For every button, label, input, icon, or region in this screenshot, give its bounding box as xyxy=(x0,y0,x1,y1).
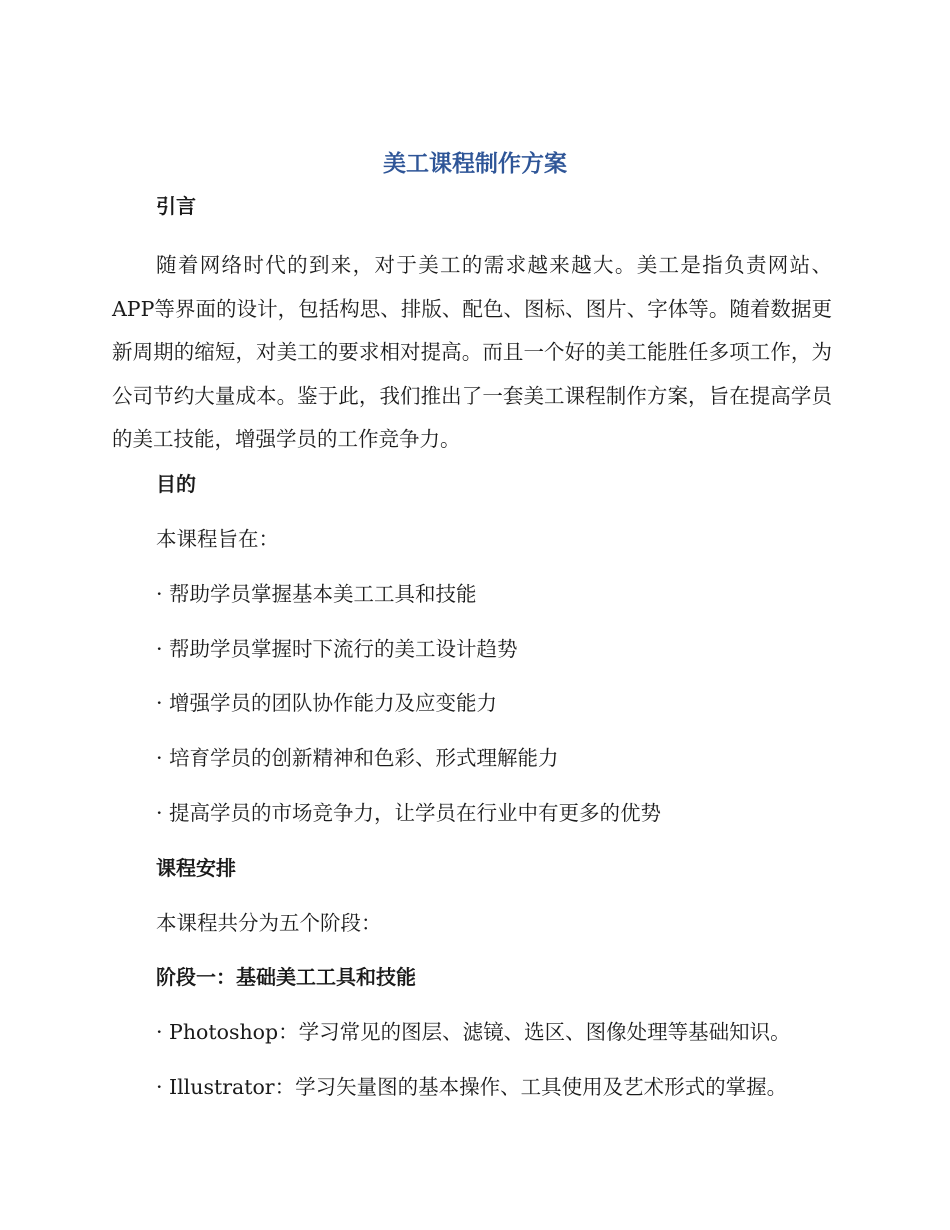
purpose-item: · 增强学员的团队协作能力及应变能力 xyxy=(156,691,498,715)
intro-heading: 引言 xyxy=(156,194,196,218)
stage1-item: · Illustrator：学习矢量图的基本操作、工具使用及艺术形式的掌握。 xyxy=(156,1075,788,1099)
schedule-lead: 本课程共分为五个阶段： xyxy=(156,911,382,935)
document-title: 美工课程制作方案 xyxy=(383,151,567,177)
purpose-item: · 培育学员的创新精神和色彩、形式理解能力 xyxy=(156,746,559,770)
purpose-item: · 帮助学员掌握时下流行的美工设计趋势 xyxy=(156,637,518,661)
stage1-item: · Photoshop：学习常见的图层、滤镜、选区、图像处理等基础知识。 xyxy=(156,1020,791,1044)
purpose-item: · 帮助学员掌握基本美工工具和技能 xyxy=(156,582,477,606)
intro-paragraph: 随着网络时代的到来，对于美工的需求越来越大。美工是指负责网站、APP等界面的设计，包括构思、排版、配色、图标、图片、字体等。随着数据更新周期的缩短，对美工的要求相对提高。而且一个好的美工能胜任多项工作，为公司节约大量成本。鉴于此，我们推出了一套美工课程制作方案，旨在提高学员的美工技能，增强学员的工作竞争力。 xyxy=(112,253,832,451)
purpose-heading: 目的 xyxy=(156,472,196,496)
schedule-heading: 课程安排 xyxy=(156,856,236,880)
purpose-lead: 本课程旨在： xyxy=(156,527,279,551)
purpose-item: · 提高学员的市场竞争力，让学员在行业中有更多的优势 xyxy=(156,801,662,825)
stage1-heading: 阶段一：基础美工工具和技能 xyxy=(156,965,416,989)
